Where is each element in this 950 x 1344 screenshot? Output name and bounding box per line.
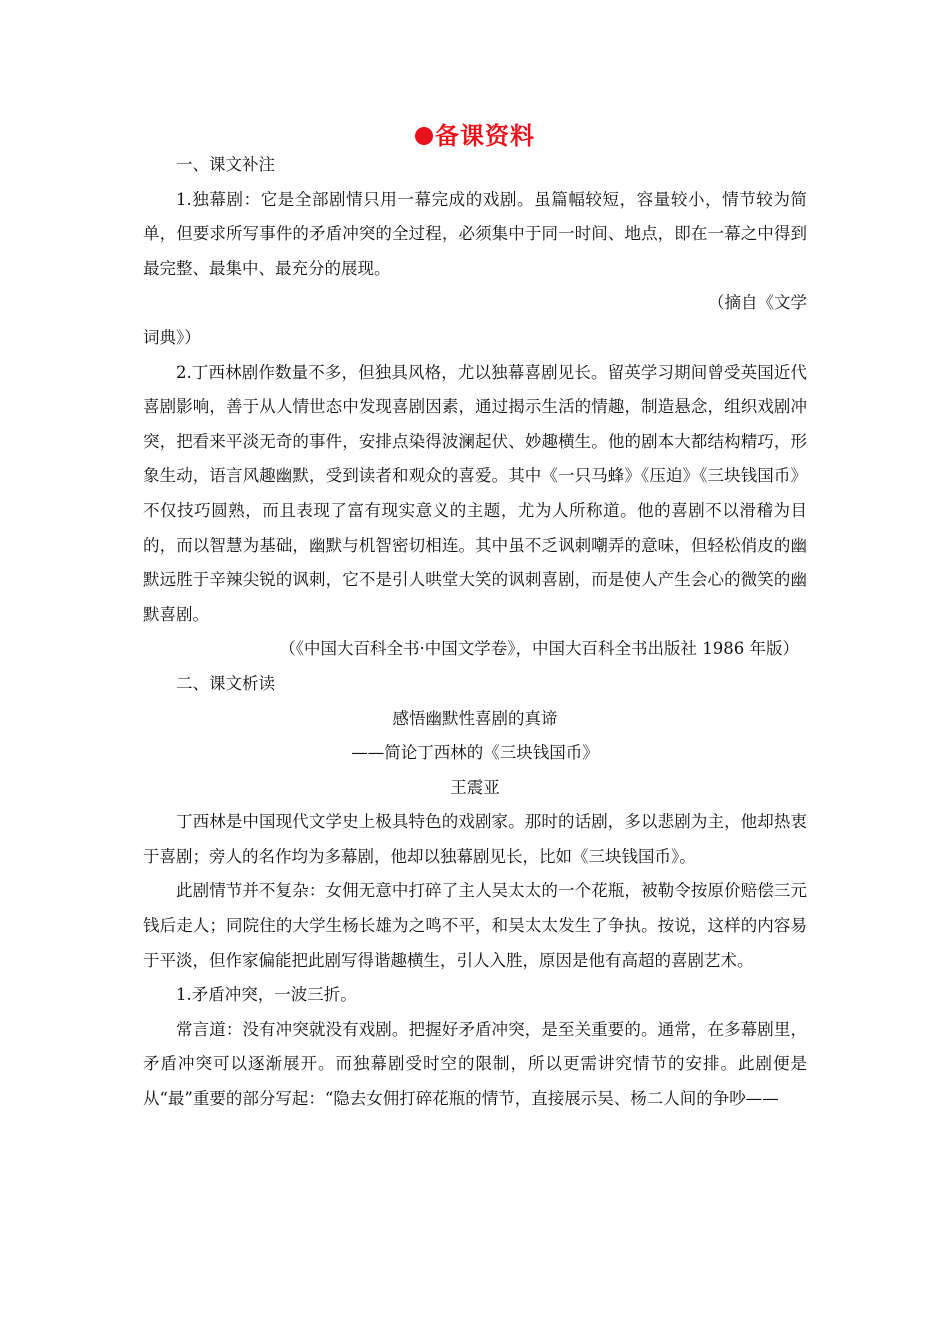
article-author: 王震亚: [450, 777, 500, 797]
note-two-author-style: 2.丁西林剧作数量不多，但独具风格，尤以独幕喜剧见长。留英学习期间曾受英国近代喜剧影响，善于从人情世态中发现喜剧因素，通过揭示生活的情趣，制造悬念，组织戏剧冲突，把看来平淡无奇的事件，安排点染得波澜起伏、妙趣横生。他的剧本大都结构精巧，形象生动，语言风趣幽默，受到读者和观众的喜爱。其中《一只马蜂》《压迫》《三块钱国币》不仅技巧圆熟，而且表现了富有现实意义的主题，尤为人所称道。他的喜剧不以滑稽为目的，而以智慧为基础，幽默与机智密切相连。其中虽不乏讽刺嘲弄的意味，但轻松俏皮的幽默远胜于辛辣尖锐的讽刺，它不是引人哄堂大笑的讽刺喜剧，而是使人产生会心的微笑的幽默喜剧。: [143, 362, 807, 624]
article-paragraph: 丁西林是中国现代文学史上极具特色的戏剧家。那时的话剧，多以悲剧为主，他却热衷于喜剧；旁人的名作均为多幕剧，他却以独幕剧见长，比如《三块钱国币》。: [143, 812, 807, 866]
article-title: 感悟幽默性喜剧的真谛: [392, 708, 558, 728]
note-two-source: （《中国大百科全书·中国文学卷》，中国大百科全书出版社 1986 年版）: [279, 639, 799, 659]
note-one-source-continued: 词典》）: [143, 327, 201, 347]
title-text: 备课资料: [435, 122, 535, 150]
article-paragraph: 常言道：没有冲突就没有戏剧。把握好矛盾冲突，是至关重要的。通常，在多幕剧里，矛盾冲突可以逐渐展开。而独幕剧受时空的限制，所以更需讲究情节的安排。此剧便是从“最”重要的部分写起：“隐去女佣打碎花瓶的情节，直接展示吴、杨二人间的争吵——: [143, 1019, 807, 1109]
section-heading-notes: 一、课文补注: [176, 155, 275, 174]
section-heading-analysis: 二、课文析读: [176, 673, 275, 693]
article-point-heading: 1.矛盾冲突，一波三折。: [176, 985, 357, 1005]
document-body: [143, 148, 807, 1117]
article-subtitle: ——简论丁西林的《三块钱国币》: [351, 743, 599, 763]
red-bullet-icon: [415, 127, 433, 145]
note-one-source: （摘自《文学: [708, 293, 807, 313]
note-one-drama-definition: 1.独幕剧：它是全部剧情只用一幕完成的戏剧。虽篇幅较短，容量较小，情节较为简单，但要求所写事件的矛盾冲突的全过程，必须集中于同一时间、地点，即在一幕之中得到最完整、最集中、最充分的展现。: [143, 189, 807, 278]
article-paragraph: 此剧情节并不复杂：女佣无意中打碎了主人吴太太的一个花瓶，被勒令按原价赔偿三元钱后走人；同院住的大学生杨长雄为之鸣不平，和吴太太发生了争执。按说，这样的内容易于平淡，但作家偏能把此剧写得谐趣横生，引人入胜，原因是他有高超的喜剧艺术。: [143, 881, 807, 970]
